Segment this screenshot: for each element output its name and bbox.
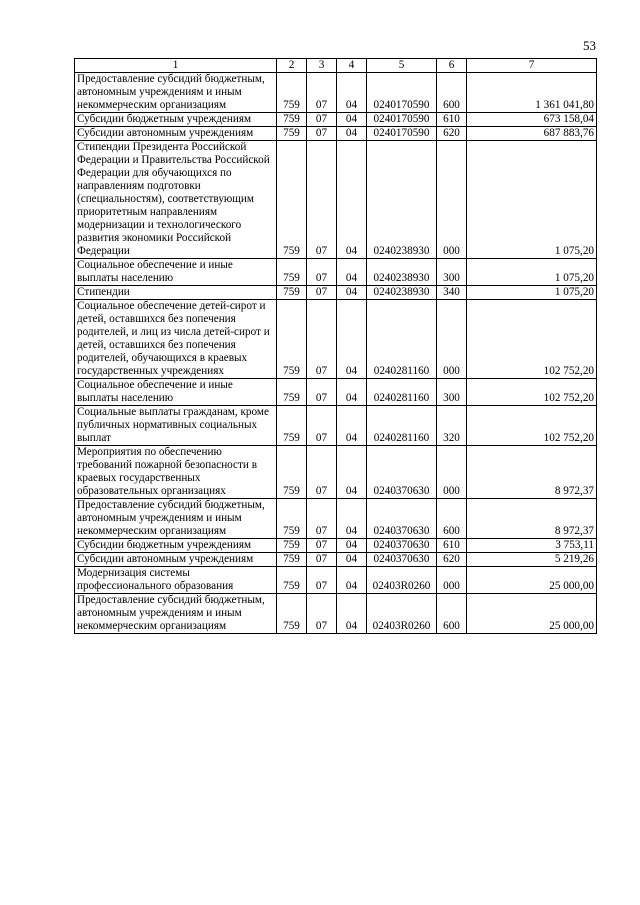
row-subsection: 04 xyxy=(337,141,367,259)
table-row xyxy=(75,73,597,113)
row-ministry: 759 xyxy=(277,259,307,286)
row-subsection: 04 xyxy=(337,539,367,553)
budget-table xyxy=(74,58,597,634)
row-subsection: 04 xyxy=(337,286,367,300)
row-amount: 8 972,37 xyxy=(467,499,597,539)
table-row xyxy=(75,113,597,127)
row-target: 0240170590 xyxy=(367,73,437,113)
row-target: 0240370630 xyxy=(367,446,437,499)
row-section: 07 xyxy=(307,446,337,499)
row-target: 0240170590 xyxy=(367,113,437,127)
row-ministry: 759 xyxy=(277,594,307,634)
row-type: 620 xyxy=(437,127,467,141)
row-target: 0240238930 xyxy=(367,141,437,259)
table-row xyxy=(75,594,597,634)
page-number: 53 xyxy=(583,38,596,53)
row-subsection: 04 xyxy=(337,553,367,567)
row-target: 0240370630 xyxy=(367,499,437,539)
row-amount: 1 361 041,80 xyxy=(467,73,597,113)
row-ministry: 759 xyxy=(277,499,307,539)
row-ministry: 759 xyxy=(277,73,307,113)
row-type: 000 xyxy=(437,567,467,594)
row-section: 07 xyxy=(307,300,337,379)
row-type: 620 xyxy=(437,553,467,567)
header-col-1: 1 xyxy=(75,59,277,73)
row-type: 300 xyxy=(437,379,467,406)
row-ministry: 759 xyxy=(277,113,307,127)
row-name: Предоставление субсидий бюджетным, автономным учреждениям и иным некоммерческим организациям xyxy=(75,73,277,113)
row-type: 600 xyxy=(437,499,467,539)
row-amount: 673 158,04 xyxy=(467,113,597,127)
row-amount: 5 219,26 xyxy=(467,553,597,567)
row-type: 600 xyxy=(437,594,467,634)
header-col-2: 2 xyxy=(277,59,307,73)
row-subsection: 04 xyxy=(337,499,367,539)
row-type: 600 xyxy=(437,73,467,113)
row-amount: 25 000,00 xyxy=(467,567,597,594)
row-target: 0240238930 xyxy=(367,286,437,300)
row-section: 07 xyxy=(307,553,337,567)
table-row xyxy=(75,446,597,499)
table-row xyxy=(75,406,597,446)
row-name: Мероприятия по обеспечению требований пожарной безопасности в краевых государственных образовательных организациях xyxy=(75,446,277,499)
row-subsection: 04 xyxy=(337,127,367,141)
row-ministry: 759 xyxy=(277,300,307,379)
row-target: 0240170590 xyxy=(367,127,437,141)
header-col-4: 4 xyxy=(337,59,367,73)
table-row xyxy=(75,300,597,379)
row-section: 07 xyxy=(307,594,337,634)
header-row xyxy=(75,59,597,73)
table-row xyxy=(75,499,597,539)
row-subsection: 04 xyxy=(337,259,367,286)
row-subsection: 04 xyxy=(337,379,367,406)
row-type: 610 xyxy=(437,113,467,127)
row-subsection: 04 xyxy=(337,406,367,446)
row-name: Субсидии бюджетным учреждениям xyxy=(75,113,277,127)
table-row xyxy=(75,127,597,141)
row-type: 300 xyxy=(437,259,467,286)
row-ministry: 759 xyxy=(277,406,307,446)
table-row xyxy=(75,567,597,594)
row-name: Субсидии автономным учреждениям xyxy=(75,127,277,141)
row-section: 07 xyxy=(307,73,337,113)
table-row xyxy=(75,286,597,300)
header-col-7: 7 xyxy=(467,59,597,73)
row-section: 07 xyxy=(307,259,337,286)
row-target: 0240281160 xyxy=(367,300,437,379)
row-subsection: 04 xyxy=(337,567,367,594)
row-name: Стипендии xyxy=(75,286,277,300)
row-name: Модернизация системы профессионального образования xyxy=(75,567,277,594)
row-amount: 102 752,20 xyxy=(467,300,597,379)
row-section: 07 xyxy=(307,286,337,300)
row-amount: 8 972,37 xyxy=(467,446,597,499)
row-subsection: 04 xyxy=(337,300,367,379)
row-type: 000 xyxy=(437,300,467,379)
row-target: 0240281160 xyxy=(367,379,437,406)
row-target: 0240370630 xyxy=(367,539,437,553)
table-row xyxy=(75,379,597,406)
header-col-3: 3 xyxy=(307,59,337,73)
row-section: 07 xyxy=(307,406,337,446)
row-target: 02403R0260 xyxy=(367,567,437,594)
row-type: 000 xyxy=(437,141,467,259)
row-section: 07 xyxy=(307,113,337,127)
row-amount: 102 752,20 xyxy=(467,379,597,406)
table-row xyxy=(75,141,597,259)
table-row xyxy=(75,539,597,553)
row-section: 07 xyxy=(307,499,337,539)
header-col-6: 6 xyxy=(437,59,467,73)
row-section: 07 xyxy=(307,379,337,406)
row-amount: 687 883,76 xyxy=(467,127,597,141)
row-subsection: 04 xyxy=(337,446,367,499)
row-amount: 25 000,00 xyxy=(467,594,597,634)
row-type: 320 xyxy=(437,406,467,446)
row-amount: 1 075,20 xyxy=(467,141,597,259)
row-target: 0240281160 xyxy=(367,406,437,446)
row-name: Социальное обеспечение и иные выплаты населению xyxy=(75,379,277,406)
row-name: Предоставление субсидий бюджетным, автономным учреждениям и иным некоммерческим организациям xyxy=(75,594,277,634)
row-name: Предоставление субсидий бюджетным, автономным учреждениям и иным некоммерческим организациям xyxy=(75,499,277,539)
row-name: Субсидии бюджетным учреждениям xyxy=(75,539,277,553)
row-name: Стипендии Президента Российской Федерации и Правительства Российской Федерации для обучающихся по направлениям подготовки (специальностям), соответствующим приоритетным направлениям модернизации и технологического развития экономики Российской Федерации xyxy=(75,141,277,259)
row-ministry: 759 xyxy=(277,553,307,567)
row-name: Социальное обеспечение детей-сирот и детей, оставшихся без попечения родителей, и лиц из числа детей-сирот и детей, оставшихся без попечения родителей, обучающихся в краевых государственных учреждениях xyxy=(75,300,277,379)
row-section: 07 xyxy=(307,567,337,594)
row-amount: 1 075,20 xyxy=(467,259,597,286)
row-section: 07 xyxy=(307,127,337,141)
row-target: 02403R0260 xyxy=(367,594,437,634)
row-name: Субсидии автономным учреждениям xyxy=(75,553,277,567)
row-amount: 3 753,11 xyxy=(467,539,597,553)
row-ministry: 759 xyxy=(277,567,307,594)
row-amount: 1 075,20 xyxy=(467,286,597,300)
row-section: 07 xyxy=(307,539,337,553)
row-subsection: 04 xyxy=(337,594,367,634)
table-row xyxy=(75,553,597,567)
row-subsection: 04 xyxy=(337,113,367,127)
row-ministry: 759 xyxy=(277,539,307,553)
row-ministry: 759 xyxy=(277,379,307,406)
row-subsection: 04 xyxy=(337,73,367,113)
row-type: 610 xyxy=(437,539,467,553)
row-ministry: 759 xyxy=(277,286,307,300)
table-row xyxy=(75,259,597,286)
row-type: 340 xyxy=(437,286,467,300)
row-ministry: 759 xyxy=(277,141,307,259)
row-name: Социальные выплаты гражданам, кроме публичных нормативных социальных выплат xyxy=(75,406,277,446)
row-target: 0240370630 xyxy=(367,553,437,567)
row-target: 0240238930 xyxy=(367,259,437,286)
row-ministry: 759 xyxy=(277,127,307,141)
row-ministry: 759 xyxy=(277,446,307,499)
header-col-5: 5 xyxy=(367,59,437,73)
row-name: Социальное обеспечение и иные выплаты населению xyxy=(75,259,277,286)
row-type: 000 xyxy=(437,446,467,499)
row-section: 07 xyxy=(307,141,337,259)
row-amount: 102 752,20 xyxy=(467,406,597,446)
